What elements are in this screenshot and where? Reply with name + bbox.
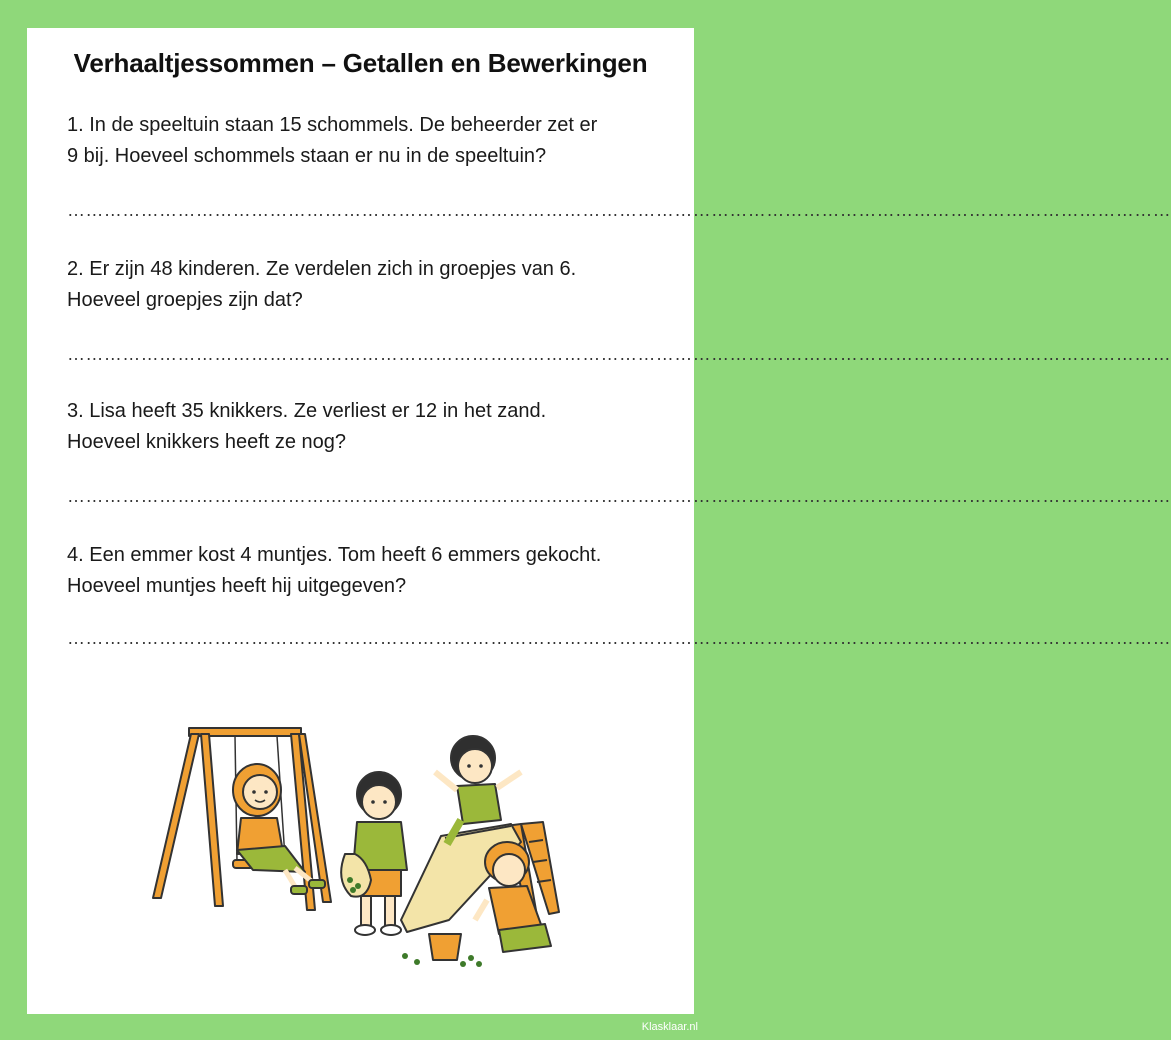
brand-footer: Klasklaar.nl [641,1021,698,1033]
question-4-line-2: Hoeveel muntjes heeft hij uitgegeven? [67,575,407,597]
question-3 [67,396,667,458]
answer-line-2[interactable]: ……………………………………………………………………………………………………………………………………………………………… [67,344,1171,364]
question-2-line-1: 2. Er zijn 48 kinderen. Ze verdelen zich in groepjes van 6. [67,258,577,280]
question-2-line-2: Hoeveel groepjes zijn dat? [67,289,303,311]
worksheet-page [27,28,1171,1014]
question-4-line-1: 4. Een emmer kost 4 muntjes. Tom heeft 6 emmers gekocht. [67,544,602,566]
question-2 [67,254,667,316]
boy-with-marble-bag-icon [341,772,407,935]
question-4 [67,540,667,602]
answer-line-3[interactable]: ……………………………………………………………………………………………………………………………………………………………… [67,486,1171,506]
question-3-line-1: 3. Lisa heeft 35 knikkers. Ze verliest er 12 in het zand. [67,400,547,422]
answer-line-1[interactable]: ……………………………………………………………………………………………………………………………………………………………… [67,200,1171,220]
question-1-line-2: 9 bij. Hoeveel schommels staan er nu in de speeltuin? [67,145,547,167]
answer-line-4[interactable]: ……………………………………………………………………………………………………………………………………………………………… [67,628,1171,648]
question-3-line-2: Hoeveel knikkers heeft ze nog? [67,431,347,453]
page-title: Verhaaltjessommen – Getallen en Bewerkingen [73,48,648,78]
question-1-line-1: 1. In de speeltuin staan 15 schommels. De beheerder zet er [67,114,598,136]
playground-children-illustration [145,720,555,970]
question-1 [67,110,667,172]
